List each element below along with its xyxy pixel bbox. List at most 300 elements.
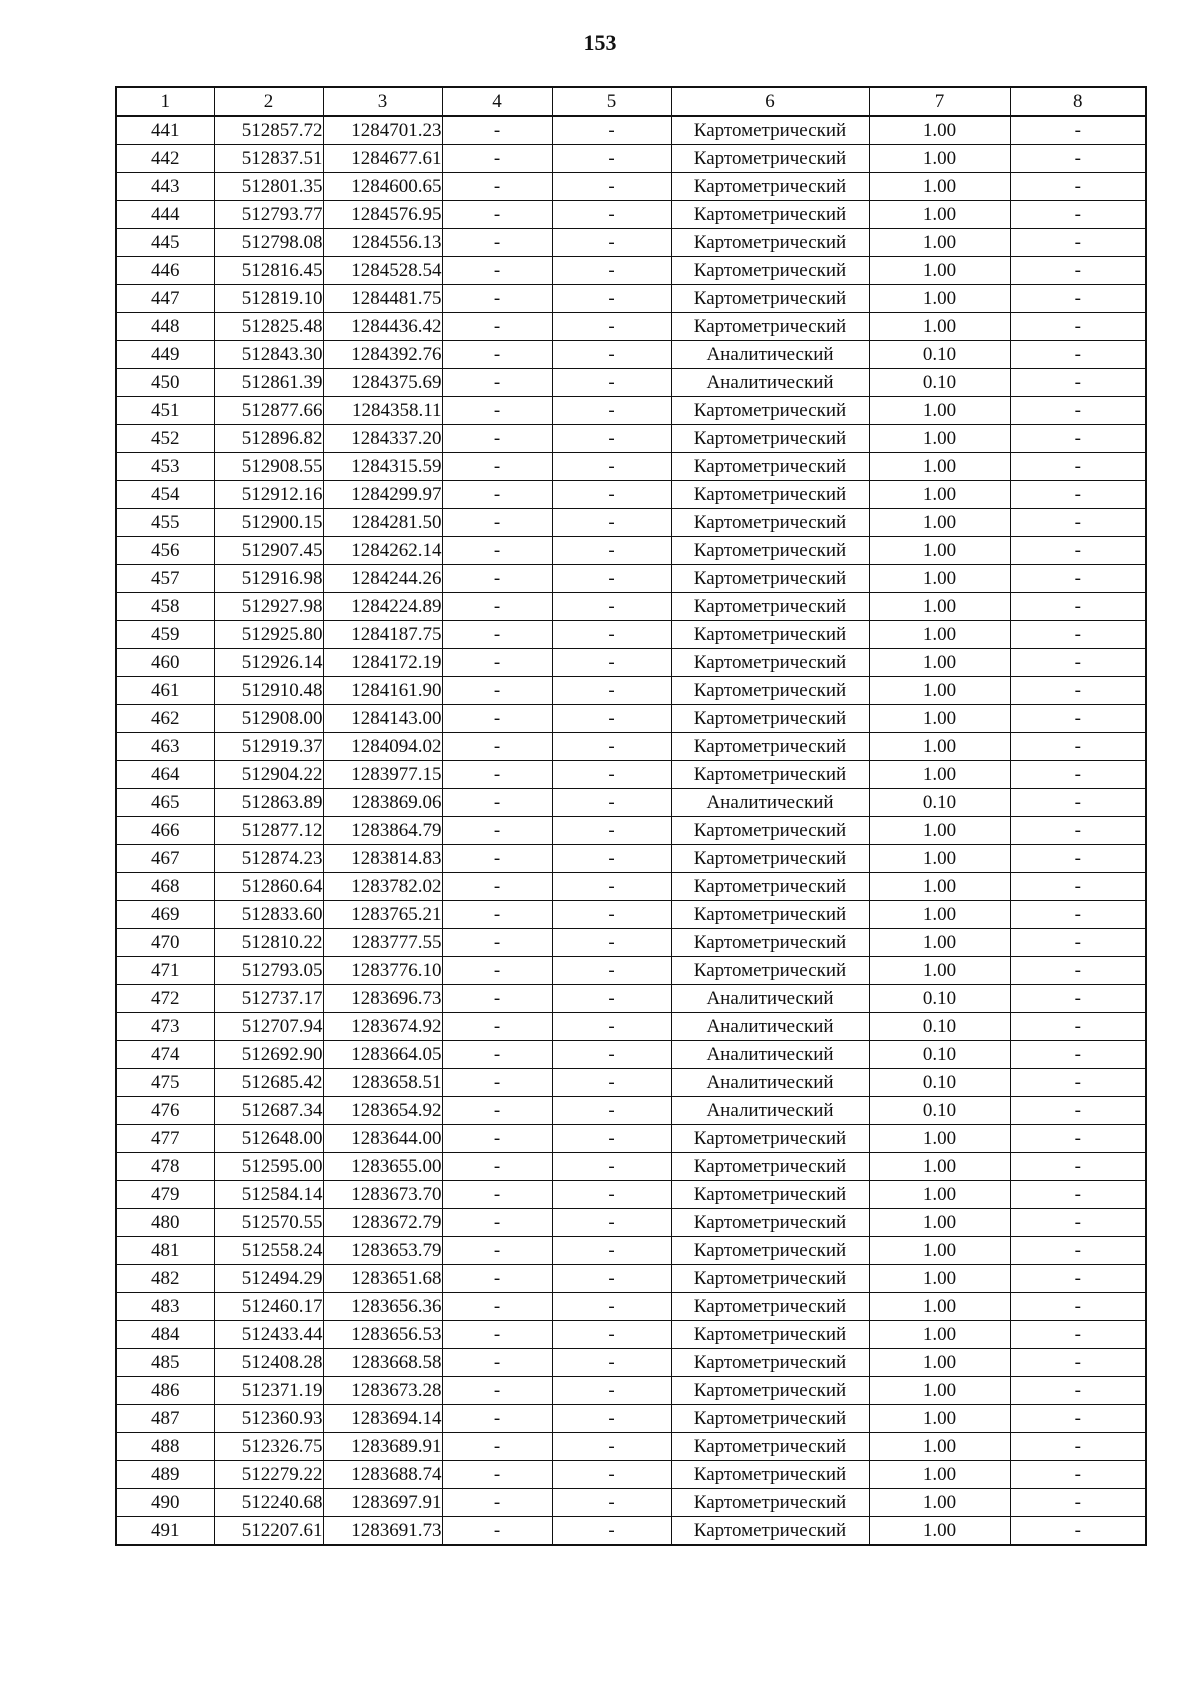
column-header-6: 6: [671, 87, 869, 116]
point-number-cell: 484: [116, 1321, 214, 1349]
y-coordinate-cell: 1283656.36: [323, 1293, 442, 1321]
y-coordinate-cell: 1283654.92: [323, 1097, 442, 1125]
point-number-cell: 467: [116, 845, 214, 873]
point-number-cell: 463: [116, 733, 214, 761]
col5-cell: -: [552, 1209, 671, 1237]
accuracy-cell: 0.10: [869, 341, 1010, 369]
y-coordinate-cell: 1283777.55: [323, 929, 442, 957]
method-cell: Картометрический: [671, 733, 869, 761]
table-row: [116, 1265, 1146, 1293]
table-row: [116, 397, 1146, 425]
col8-cell: -: [1010, 116, 1146, 145]
accuracy-cell: 1.00: [869, 1377, 1010, 1405]
accuracy-cell: 1.00: [869, 817, 1010, 845]
y-coordinate-cell: 1284701.23: [323, 116, 442, 145]
x-coordinate-cell: 512798.08: [214, 229, 323, 257]
col4-cell: -: [442, 1069, 552, 1097]
x-coordinate-cell: 512793.05: [214, 957, 323, 985]
col8-cell: -: [1010, 985, 1146, 1013]
col5-cell: -: [552, 509, 671, 537]
accuracy-cell: 0.10: [869, 1069, 1010, 1097]
method-cell: Картометрический: [671, 1349, 869, 1377]
y-coordinate-cell: 1283776.10: [323, 957, 442, 985]
col5-cell: -: [552, 565, 671, 593]
table-row: [116, 929, 1146, 957]
x-coordinate-cell: 512861.39: [214, 369, 323, 397]
col4-cell: -: [442, 845, 552, 873]
y-coordinate-cell: 1283697.91: [323, 1489, 442, 1517]
col8-cell: -: [1010, 957, 1146, 985]
col5-cell: -: [552, 425, 671, 453]
col8-cell: -: [1010, 481, 1146, 509]
accuracy-cell: 0.10: [869, 1097, 1010, 1125]
col4-cell: -: [442, 313, 552, 341]
point-number-cell: 447: [116, 285, 214, 313]
x-coordinate-cell: 512687.34: [214, 1097, 323, 1125]
col5-cell: -: [552, 1349, 671, 1377]
point-number-cell: 473: [116, 1013, 214, 1041]
method-cell: Картометрический: [671, 873, 869, 901]
method-cell: Картометрический: [671, 257, 869, 285]
accuracy-cell: 1.00: [869, 705, 1010, 733]
col8-cell: -: [1010, 453, 1146, 481]
x-coordinate-cell: 512433.44: [214, 1321, 323, 1349]
col4-cell: -: [442, 1293, 552, 1321]
x-coordinate-cell: 512810.22: [214, 929, 323, 957]
table-row: [116, 1517, 1146, 1546]
accuracy-cell: 1.00: [869, 873, 1010, 901]
col5-cell: -: [552, 789, 671, 817]
y-coordinate-cell: 1283689.91: [323, 1433, 442, 1461]
point-number-cell: 457: [116, 565, 214, 593]
x-coordinate-cell: 512825.48: [214, 313, 323, 341]
table-row: [116, 1321, 1146, 1349]
col4-cell: -: [442, 677, 552, 705]
method-cell: Аналитический: [671, 985, 869, 1013]
col5-cell: -: [552, 957, 671, 985]
x-coordinate-cell: 512860.64: [214, 873, 323, 901]
col8-cell: -: [1010, 341, 1146, 369]
point-number-cell: 487: [116, 1405, 214, 1433]
table-row: [116, 901, 1146, 929]
col4-cell: -: [442, 929, 552, 957]
col8-cell: -: [1010, 1377, 1146, 1405]
accuracy-cell: 1.00: [869, 481, 1010, 509]
y-coordinate-cell: 1284528.54: [323, 257, 442, 285]
y-coordinate-cell: 1284315.59: [323, 453, 442, 481]
method-cell: Аналитический: [671, 369, 869, 397]
header-row: [116, 87, 1146, 116]
table-row: [116, 705, 1146, 733]
accuracy-cell: 1.00: [869, 1125, 1010, 1153]
col4-cell: -: [442, 705, 552, 733]
y-coordinate-cell: 1283696.73: [323, 985, 442, 1013]
x-coordinate-cell: 512874.23: [214, 845, 323, 873]
x-coordinate-cell: 512837.51: [214, 145, 323, 173]
y-coordinate-cell: 1284299.97: [323, 481, 442, 509]
col8-cell: -: [1010, 649, 1146, 677]
point-number-cell: 454: [116, 481, 214, 509]
col8-cell: -: [1010, 537, 1146, 565]
col5-cell: -: [552, 397, 671, 425]
col5-cell: -: [552, 201, 671, 229]
y-coordinate-cell: 1284244.26: [323, 565, 442, 593]
col4-cell: -: [442, 397, 552, 425]
col5-cell: -: [552, 453, 671, 481]
accuracy-cell: 1.00: [869, 929, 1010, 957]
col4-cell: -: [442, 817, 552, 845]
point-number-cell: 462: [116, 705, 214, 733]
y-coordinate-cell: 1283694.14: [323, 1405, 442, 1433]
col8-cell: -: [1010, 705, 1146, 733]
x-coordinate-cell: 512648.00: [214, 1125, 323, 1153]
x-coordinate-cell: 512371.19: [214, 1377, 323, 1405]
col4-cell: -: [442, 1461, 552, 1489]
point-number-cell: 470: [116, 929, 214, 957]
col8-cell: -: [1010, 621, 1146, 649]
col4-cell: -: [442, 341, 552, 369]
x-coordinate-cell: 512595.00: [214, 1153, 323, 1181]
method-cell: Аналитический: [671, 1097, 869, 1125]
table-row: [116, 1041, 1146, 1069]
col5-cell: -: [552, 1517, 671, 1546]
accuracy-cell: 1.00: [869, 957, 1010, 985]
x-coordinate-cell: 512877.12: [214, 817, 323, 845]
col4-cell: -: [442, 1377, 552, 1405]
table-row: [116, 593, 1146, 621]
y-coordinate-cell: 1283765.21: [323, 901, 442, 929]
accuracy-cell: 1.00: [869, 845, 1010, 873]
method-cell: Картометрический: [671, 116, 869, 145]
x-coordinate-cell: 512558.24: [214, 1237, 323, 1265]
col8-cell: -: [1010, 817, 1146, 845]
table-row: [116, 341, 1146, 369]
col5-cell: -: [552, 1405, 671, 1433]
method-cell: Картометрический: [671, 705, 869, 733]
point-number-cell: 480: [116, 1209, 214, 1237]
table-row: [116, 145, 1146, 173]
x-coordinate-cell: 512240.68: [214, 1489, 323, 1517]
col4-cell: -: [442, 1489, 552, 1517]
point-number-cell: 465: [116, 789, 214, 817]
y-coordinate-cell: 1283782.02: [323, 873, 442, 901]
method-cell: Картометрический: [671, 1433, 869, 1461]
col4-cell: -: [442, 593, 552, 621]
col5-cell: -: [552, 1293, 671, 1321]
col8-cell: -: [1010, 593, 1146, 621]
col4-cell: -: [442, 733, 552, 761]
x-coordinate-cell: 512908.55: [214, 453, 323, 481]
accuracy-cell: 1.00: [869, 1293, 1010, 1321]
accuracy-cell: 1.00: [869, 621, 1010, 649]
accuracy-cell: 1.00: [869, 509, 1010, 537]
col5-cell: -: [552, 1237, 671, 1265]
method-cell: Картометрический: [671, 1209, 869, 1237]
y-coordinate-cell: 1284262.14: [323, 537, 442, 565]
col4-cell: -: [442, 1433, 552, 1461]
col4-cell: -: [442, 369, 552, 397]
method-cell: Аналитический: [671, 1041, 869, 1069]
col5-cell: -: [552, 116, 671, 145]
accuracy-cell: 1.00: [869, 425, 1010, 453]
accuracy-cell: 1.00: [869, 593, 1010, 621]
col8-cell: -: [1010, 1181, 1146, 1209]
col5-cell: -: [552, 481, 671, 509]
col8-cell: -: [1010, 1125, 1146, 1153]
col8-cell: -: [1010, 733, 1146, 761]
y-coordinate-cell: 1284392.76: [323, 341, 442, 369]
method-cell: Картометрический: [671, 845, 869, 873]
col5-cell: -: [552, 229, 671, 257]
method-cell: Картометрический: [671, 1293, 869, 1321]
method-cell: Картометрический: [671, 1125, 869, 1153]
point-number-cell: 455: [116, 509, 214, 537]
y-coordinate-cell: 1283869.06: [323, 789, 442, 817]
accuracy-cell: 1.00: [869, 145, 1010, 173]
table-row: [116, 1209, 1146, 1237]
col8-cell: -: [1010, 761, 1146, 789]
accuracy-cell: 1.00: [869, 229, 1010, 257]
x-coordinate-cell: 512927.98: [214, 593, 323, 621]
col8-cell: -: [1010, 1041, 1146, 1069]
method-cell: Картометрический: [671, 1405, 869, 1433]
col8-cell: -: [1010, 1293, 1146, 1321]
col5-cell: -: [552, 1377, 671, 1405]
col4-cell: -: [442, 649, 552, 677]
y-coordinate-cell: 1283673.70: [323, 1181, 442, 1209]
point-number-cell: 453: [116, 453, 214, 481]
table-row: [116, 537, 1146, 565]
x-coordinate-cell: 512326.75: [214, 1433, 323, 1461]
table-row: [116, 1125, 1146, 1153]
x-coordinate-cell: 512910.48: [214, 677, 323, 705]
x-coordinate-cell: 512912.16: [214, 481, 323, 509]
x-coordinate-cell: 512907.45: [214, 537, 323, 565]
x-coordinate-cell: 512857.72: [214, 116, 323, 145]
x-coordinate-cell: 512692.90: [214, 1041, 323, 1069]
method-cell: Картометрический: [671, 1153, 869, 1181]
col8-cell: -: [1010, 173, 1146, 201]
table-row: [116, 116, 1146, 145]
accuracy-cell: 1.00: [869, 173, 1010, 201]
table-row: [116, 789, 1146, 817]
table-row: [116, 1013, 1146, 1041]
y-coordinate-cell: 1284337.20: [323, 425, 442, 453]
point-number-cell: 485: [116, 1349, 214, 1377]
point-number-cell: 469: [116, 901, 214, 929]
method-cell: Аналитический: [671, 1013, 869, 1041]
col8-cell: -: [1010, 313, 1146, 341]
accuracy-cell: 1.00: [869, 761, 1010, 789]
method-cell: Картометрический: [671, 229, 869, 257]
y-coordinate-cell: 1284187.75: [323, 621, 442, 649]
col4-cell: -: [442, 1349, 552, 1377]
x-coordinate-cell: 512279.22: [214, 1461, 323, 1489]
table-row: [116, 1433, 1146, 1461]
x-coordinate-cell: 512801.35: [214, 173, 323, 201]
x-coordinate-cell: 512833.60: [214, 901, 323, 929]
y-coordinate-cell: 1284600.65: [323, 173, 442, 201]
y-coordinate-cell: 1284143.00: [323, 705, 442, 733]
y-coordinate-cell: 1284224.89: [323, 593, 442, 621]
accuracy-cell: 1.00: [869, 116, 1010, 145]
table-row: [116, 845, 1146, 873]
method-cell: Картометрический: [671, 145, 869, 173]
col8-cell: -: [1010, 1349, 1146, 1377]
col4-cell: -: [442, 985, 552, 1013]
y-coordinate-cell: 1284094.02: [323, 733, 442, 761]
col4-cell: -: [442, 789, 552, 817]
table-body: [116, 116, 1146, 1545]
accuracy-cell: 1.00: [869, 901, 1010, 929]
y-coordinate-cell: 1284576.95: [323, 201, 442, 229]
col5-cell: -: [552, 873, 671, 901]
y-coordinate-cell: 1283688.74: [323, 1461, 442, 1489]
col4-cell: -: [442, 425, 552, 453]
table-row: [116, 985, 1146, 1013]
col5-cell: -: [552, 1433, 671, 1461]
accuracy-cell: 0.10: [869, 985, 1010, 1013]
accuracy-cell: 1.00: [869, 397, 1010, 425]
col8-cell: -: [1010, 1069, 1146, 1097]
method-cell: Картометрический: [671, 1237, 869, 1265]
col5-cell: -: [552, 1069, 671, 1097]
col5-cell: -: [552, 761, 671, 789]
column-header-2: 2: [214, 87, 323, 116]
method-cell: Картометрический: [671, 565, 869, 593]
y-coordinate-cell: 1284281.50: [323, 509, 442, 537]
col5-cell: -: [552, 285, 671, 313]
x-coordinate-cell: 512737.17: [214, 985, 323, 1013]
col8-cell: -: [1010, 1517, 1146, 1546]
col5-cell: -: [552, 369, 671, 397]
accuracy-cell: 1.00: [869, 1265, 1010, 1293]
point-number-cell: 476: [116, 1097, 214, 1125]
col4-cell: -: [442, 873, 552, 901]
method-cell: Картометрический: [671, 1321, 869, 1349]
col4-cell: -: [442, 1209, 552, 1237]
x-coordinate-cell: 512916.98: [214, 565, 323, 593]
col5-cell: -: [552, 173, 671, 201]
method-cell: Картометрический: [671, 1489, 869, 1517]
table-row: [116, 733, 1146, 761]
col4-cell: -: [442, 1405, 552, 1433]
col8-cell: -: [1010, 425, 1146, 453]
col8-cell: -: [1010, 397, 1146, 425]
col4-cell: -: [442, 901, 552, 929]
method-cell: Картометрический: [671, 929, 869, 957]
col5-cell: -: [552, 1181, 671, 1209]
point-number-cell: 483: [116, 1293, 214, 1321]
point-number-cell: 479: [116, 1181, 214, 1209]
col4-cell: -: [442, 1517, 552, 1546]
col5-cell: -: [552, 1097, 671, 1125]
method-cell: Картометрический: [671, 201, 869, 229]
accuracy-cell: 1.00: [869, 1237, 1010, 1265]
x-coordinate-cell: 512843.30: [214, 341, 323, 369]
table-row: [116, 1097, 1146, 1125]
table-row: [116, 509, 1146, 537]
col4-cell: -: [442, 1237, 552, 1265]
method-cell: Картометрический: [671, 901, 869, 929]
y-coordinate-cell: 1284375.69: [323, 369, 442, 397]
table-row: [116, 369, 1146, 397]
table-row: [116, 565, 1146, 593]
col5-cell: -: [552, 733, 671, 761]
accuracy-cell: 0.10: [869, 1041, 1010, 1069]
col8-cell: -: [1010, 229, 1146, 257]
col4-cell: -: [442, 621, 552, 649]
table-row: [116, 1069, 1146, 1097]
col4-cell: -: [442, 1013, 552, 1041]
point-number-cell: 468: [116, 873, 214, 901]
coordinates-table: [115, 86, 1147, 1546]
col8-cell: -: [1010, 929, 1146, 957]
col4-cell: -: [442, 1153, 552, 1181]
y-coordinate-cell: 1283653.79: [323, 1237, 442, 1265]
col4-cell: -: [442, 173, 552, 201]
col8-cell: -: [1010, 145, 1146, 173]
accuracy-cell: 1.00: [869, 677, 1010, 705]
point-number-cell: 477: [116, 1125, 214, 1153]
y-coordinate-cell: 1283672.79: [323, 1209, 442, 1237]
col8-cell: -: [1010, 1097, 1146, 1125]
point-number-cell: 448: [116, 313, 214, 341]
y-coordinate-cell: 1283656.53: [323, 1321, 442, 1349]
col8-cell: -: [1010, 565, 1146, 593]
x-coordinate-cell: 512494.29: [214, 1265, 323, 1293]
x-coordinate-cell: 512207.61: [214, 1517, 323, 1546]
col5-cell: -: [552, 705, 671, 733]
table-row: [116, 481, 1146, 509]
x-coordinate-cell: 512816.45: [214, 257, 323, 285]
accuracy-cell: 1.00: [869, 453, 1010, 481]
col4-cell: -: [442, 116, 552, 145]
col4-cell: -: [442, 229, 552, 257]
method-cell: Картометрический: [671, 649, 869, 677]
col5-cell: -: [552, 621, 671, 649]
col4-cell: -: [442, 957, 552, 985]
col8-cell: -: [1010, 1433, 1146, 1461]
col5-cell: -: [552, 537, 671, 565]
col5-cell: -: [552, 1265, 671, 1293]
method-cell: Аналитический: [671, 1069, 869, 1097]
accuracy-cell: 1.00: [869, 313, 1010, 341]
table-row: [116, 1181, 1146, 1209]
method-cell: Картометрический: [671, 1265, 869, 1293]
point-number-cell: 444: [116, 201, 214, 229]
col8-cell: -: [1010, 509, 1146, 537]
table-row: [116, 425, 1146, 453]
table-row: [116, 173, 1146, 201]
table-row: [116, 1293, 1146, 1321]
y-coordinate-cell: 1283651.68: [323, 1265, 442, 1293]
method-cell: Картометрический: [671, 593, 869, 621]
table-row: [116, 1377, 1146, 1405]
col8-cell: -: [1010, 285, 1146, 313]
col5-cell: -: [552, 1013, 671, 1041]
table-row: [116, 761, 1146, 789]
table-row: [116, 1405, 1146, 1433]
y-coordinate-cell: 1284481.75: [323, 285, 442, 313]
col4-cell: -: [442, 481, 552, 509]
col5-cell: -: [552, 341, 671, 369]
col5-cell: -: [552, 901, 671, 929]
col8-cell: -: [1010, 873, 1146, 901]
table-row: [116, 229, 1146, 257]
method-cell: Аналитический: [671, 341, 869, 369]
point-number-cell: 452: [116, 425, 214, 453]
